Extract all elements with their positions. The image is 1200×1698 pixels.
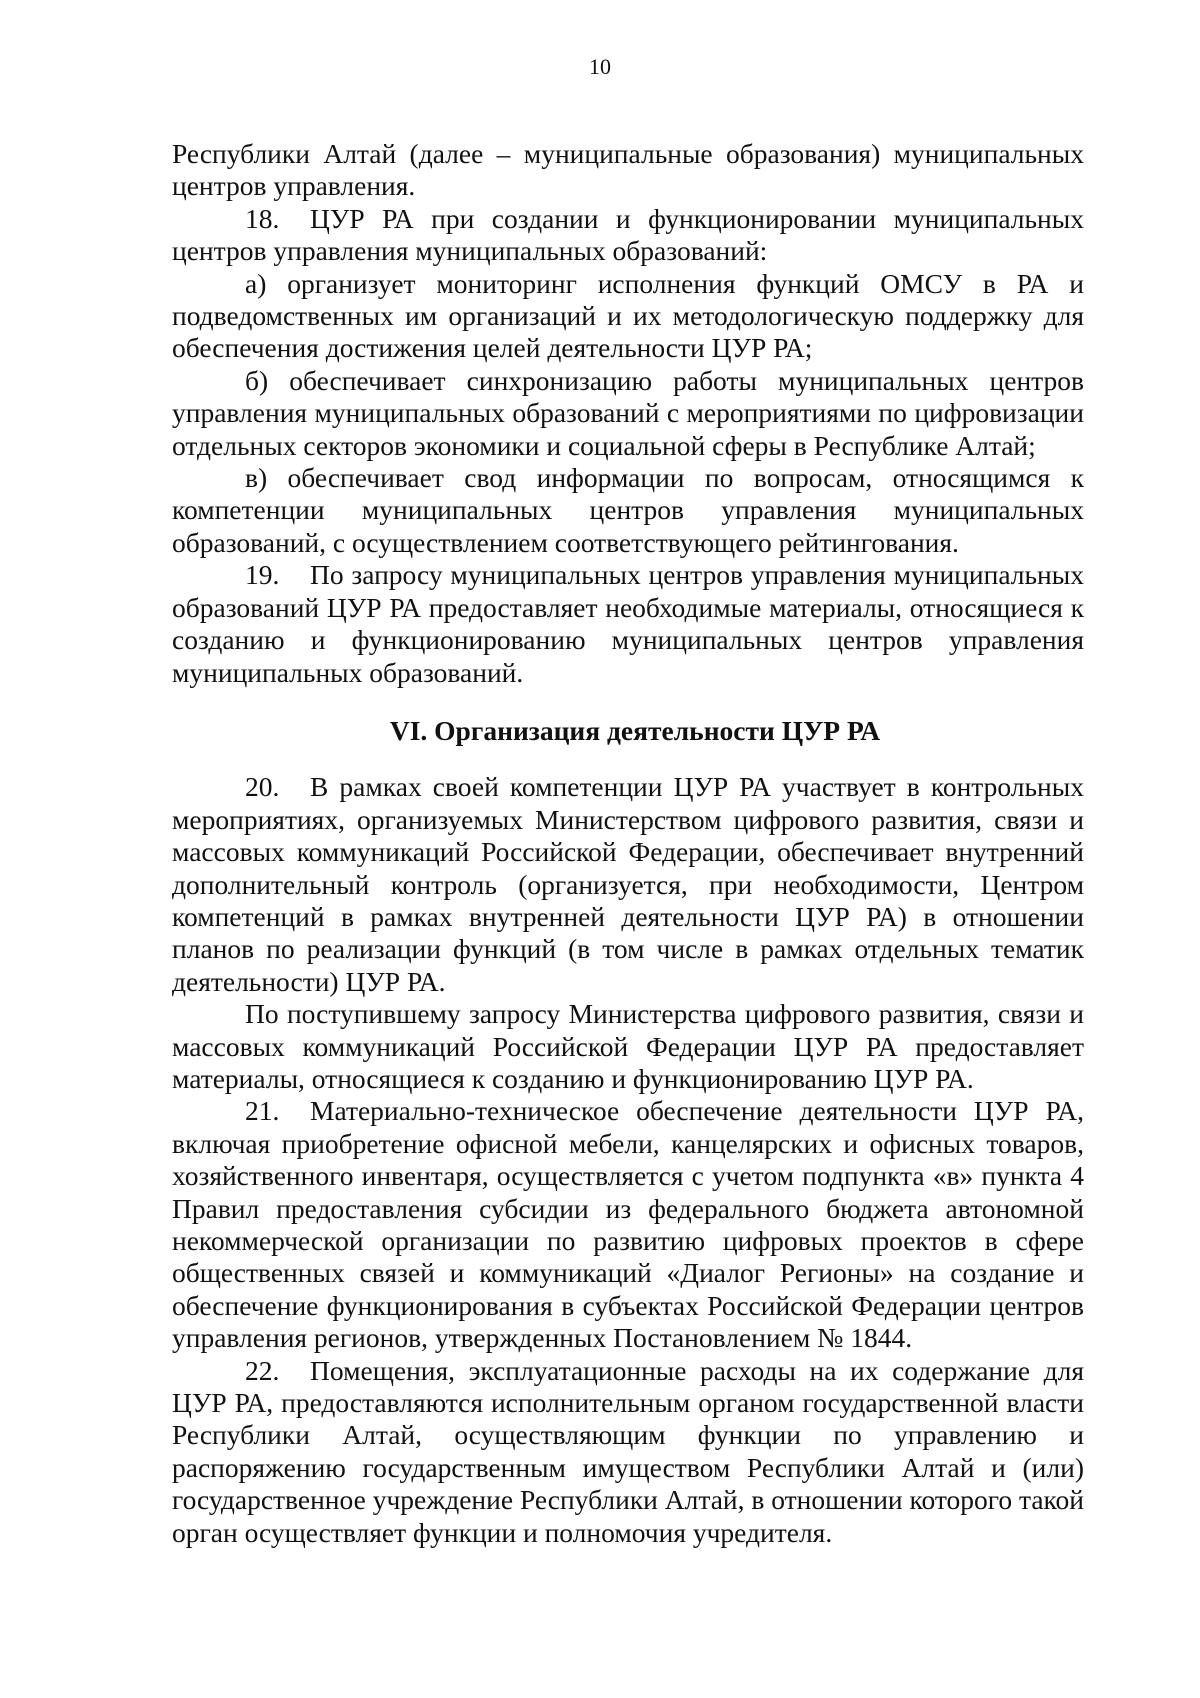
paragraph-20-continued <box>172 998 1084 1095</box>
subparagraph-a <box>172 268 1084 365</box>
paragraph-18 <box>172 203 1084 268</box>
paragraph-text: ЦУР РА при создании и функционировании муниципальных центров управления муниципальных образований: <box>172 202 1084 267</box>
paragraph-20 <box>172 771 1084 998</box>
paragraph-number: 20. <box>245 771 280 803</box>
paragraph-text: По поступившему запросу Министерства цифрового развития, связи и массовых коммуникаций Российской Федерации ЦУР РА предоставляет материалы, относящиеся к созданию и функционированию ЦУР РА. <box>172 998 1084 1094</box>
paragraph-text: в) обеспечивает свод информации по вопросам, относящимся к компетенции муниципальных центров управления муниципальных образований, с осуществлением соответствующего рейтингования. <box>172 462 1084 558</box>
document-body <box>172 138 1084 1549</box>
paragraph-text: Республики Алтай (далее – муниципальные образования) муниципальных центров управления. <box>172 138 1084 202</box>
paragraph-text: По запросу муниципальных центров управления муниципальных образований ЦУР РА предоставляет необходимые материалы, относящиеся к созданию и функционированию муниципальных центров управления муниципальных образований. <box>172 559 1084 688</box>
subparagraph-v <box>172 462 1084 559</box>
paragraph-text: В рамках своей компетенции ЦУР РА участвует в контрольных мероприятиях, организуемых Министерством цифрового развития, связи и массовых коммуникаций Российской Федерации, обеспечивает внутренний дополнительный контроль (организуется, при необходимости, Центром компетенций в рамках внутренней деятельности ЦУР РА) в отношении планов по реализации функций (в том числе в рамках отдельных тематик деятельности) ЦУР РА. <box>172 771 1084 997</box>
paragraph-number: 18. <box>245 202 280 234</box>
section-heading: VI. Организация деятельности ЦУР РА <box>389 714 881 746</box>
paragraph-number: 19. <box>245 559 280 591</box>
paragraph-text: Материально-техническое обеспечение деятельности ЦУР РА, включая приобретение офисной мебели, канцелярских и офисных товаров, хозяйственного инвентаря, осуществляется с учетом подпункта «в» пункта 4 Правил предоставления субсидии из федерального бюджета автономной некоммерческой организации по развитию цифровых проектов в сфере общественных связей и коммуникаций «Диалог Регионы» на создание и обеспечение функционирования в субъектах Российской Федерации центров управления регионов, утвержденных Постановлением № 1844. <box>172 1095 1084 1354</box>
paragraph-21 <box>172 1095 1084 1354</box>
paragraph-text: б) обеспечивает синхронизацию работы муниципальных центров управления муниципальных образований с мероприятиями по цифровизации отдельных секторов экономики и социальной сферы в Республике Алтай; <box>172 364 1084 461</box>
paragraph-continuation <box>172 138 1084 203</box>
paragraph-19 <box>172 559 1084 689</box>
page-number: 10 <box>589 54 611 79</box>
paragraph-text: а) организует мониторинг исполнения функций ОМСУ в РА и подведомственных им организаций и их методологическую поддержку для обеспечения достижения целей деятельности ЦУР РА; <box>172 267 1084 364</box>
paragraph-number: 21. <box>245 1095 280 1127</box>
paragraph-22 <box>172 1355 1084 1549</box>
subparagraph-b <box>172 365 1084 462</box>
paragraph-text: Помещения, эксплуатационные расходы на их содержание для ЦУР РА, предоставляются исполнительным органом государственной власти Республики Алтай, осуществляющим функции по управлению и распоряжению государственным имуществом Республики Алтай и (или) государственное учреждение Республики Алтай, в отношении которого такой орган осуществляет функции и полномочия учредителя. <box>172 1354 1084 1548</box>
paragraph-number: 22. <box>245 1354 280 1386</box>
